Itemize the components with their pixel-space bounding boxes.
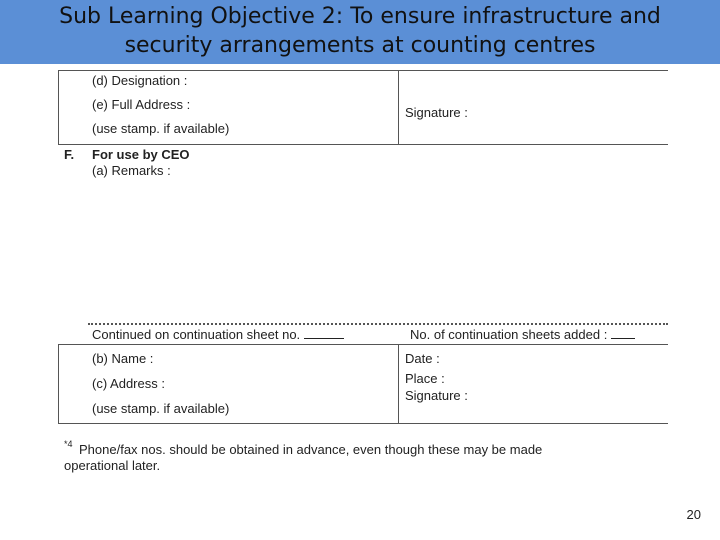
- continuation-sheet-label: Continued on continuation sheet no.: [92, 327, 344, 342]
- column-divider-lower: [398, 344, 399, 423]
- name-label: (b) Name :: [92, 351, 154, 366]
- full-address-label: (e) Full Address :: [92, 97, 191, 112]
- place-label: Place :: [405, 371, 445, 386]
- signature-label-lower: Signature :: [405, 388, 468, 403]
- title-line-2: security arrangements at counting centres: [124, 33, 596, 58]
- footnote-line-2: operational later.: [64, 458, 161, 473]
- signature-label-upper: Signature :: [405, 105, 468, 120]
- stamp-note-upper: (use stamp. if available): [92, 121, 230, 136]
- stamp-note-lower: (use stamp. if available): [92, 401, 230, 416]
- dotted-rule: [88, 323, 668, 325]
- designation-label: (d) Designation :: [92, 73, 188, 88]
- title-line-1: Sub Learning Objective 2: To ensure infrastructure and: [59, 4, 661, 29]
- date-label: Date :: [405, 351, 440, 366]
- page-number: 20: [686, 507, 701, 522]
- section-f-heading: For use by CEO: [92, 147, 190, 162]
- column-divider-upper: [398, 70, 399, 144]
- footnote-marker: *4: [64, 439, 73, 449]
- top-rule: [58, 70, 668, 71]
- address-label: (c) Address :: [92, 376, 165, 391]
- section-f-letter: F.: [64, 147, 75, 162]
- continuation-rule: [58, 344, 668, 345]
- remarks-label: (a) Remarks :: [92, 163, 171, 178]
- left-border-lower: [58, 344, 59, 423]
- slide-title: [0, 2, 720, 60]
- footnote-line-1: Phone/fax nos. should be obtained in advance, even though these may be made: [79, 442, 543, 457]
- sheets-added-label: No. of continuation sheets added :: [410, 327, 635, 342]
- left-border-upper: [58, 70, 59, 144]
- upper-bottom-rule: [58, 144, 668, 145]
- lower-bottom-rule: [58, 423, 668, 424]
